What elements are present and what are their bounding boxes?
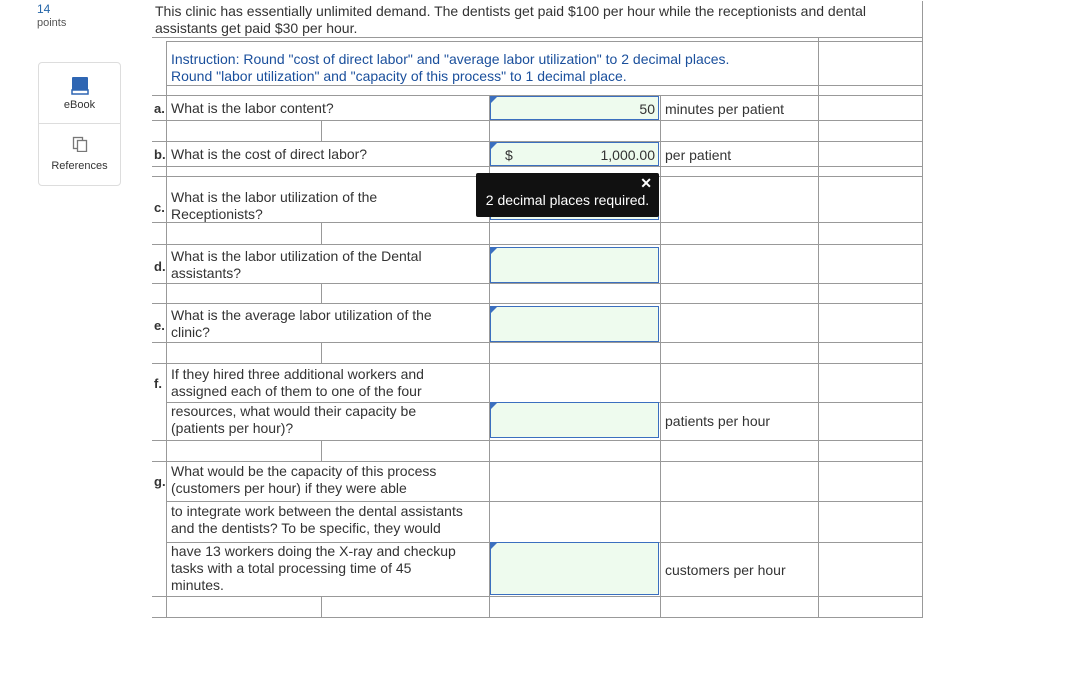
question-d-text bbox=[171, 248, 422, 282]
question-g-line-5: have 13 workers doing the X-ray and checkup bbox=[171, 543, 456, 559]
sidebar-panel bbox=[38, 62, 121, 186]
question-g-line-6: tasks with a total processing time of 45 bbox=[171, 560, 412, 576]
question-d-letter: d. bbox=[154, 259, 166, 274]
question-c-line-1: What is the labor utilization of the bbox=[171, 189, 378, 205]
question-g-line-7: minutes. bbox=[171, 577, 224, 593]
instruction-line-1: Instruction: Round "cost of direct labor" and "average labor utilization" to 2 decimal places. bbox=[171, 51, 730, 67]
answer-b-value: 1,000.00 bbox=[600, 147, 655, 163]
answer-a-unit: minutes per patient bbox=[665, 101, 785, 117]
points-label: points bbox=[37, 17, 67, 29]
question-f-letter: f. bbox=[154, 376, 162, 391]
points-number: 14 bbox=[37, 2, 51, 16]
answer-f-input[interactable] bbox=[490, 402, 659, 438]
tooltip-close-button[interactable]: ✕ bbox=[640, 175, 652, 191]
question-e-line-1: What is the average labor utilization of the bbox=[171, 307, 432, 323]
question-b-text: What is the cost of direct labor? bbox=[171, 146, 368, 162]
tooltip-message: 2 decimal places required. bbox=[485, 192, 650, 208]
question-f-line-3: resources, what would their capacity be bbox=[171, 403, 417, 419]
answer-b-currency: $ bbox=[505, 147, 513, 163]
answer-g-input[interactable] bbox=[490, 542, 659, 595]
question-d-line-2: assistants? bbox=[171, 265, 242, 281]
question-f-line-2: assigned each of them to one of the four bbox=[171, 383, 422, 399]
question-f-text bbox=[171, 366, 424, 437]
question-e-text bbox=[171, 307, 432, 341]
question-f-line-1: If they hired three additional workers and bbox=[171, 366, 424, 382]
question-d-line-1: What is the labor utilization of the Dental bbox=[171, 248, 422, 264]
answer-a-input[interactable] bbox=[490, 96, 659, 120]
answer-b-unit: per patient bbox=[665, 147, 732, 163]
question-a-text: What is the labor content? bbox=[171, 100, 334, 116]
question-g-line-1: What would be the capacity of this process bbox=[171, 463, 437, 479]
question-c-letter: c. bbox=[154, 200, 165, 215]
problem-intro: This clinic has essentially unlimited demand. The dentists get paid $100 per hour while the receptionists and dental assistants get paid $30 per hour. bbox=[155, 3, 867, 36]
answer-f-unit: patients per hour bbox=[665, 413, 771, 429]
answer-b-input[interactable] bbox=[490, 142, 659, 166]
answer-g-unit: customers per hour bbox=[665, 562, 786, 578]
question-c-text bbox=[171, 189, 377, 223]
validation-tooltip bbox=[476, 173, 659, 217]
question-g-line-4: and the dentists? To be specific, they would bbox=[171, 520, 441, 536]
book-icon bbox=[70, 76, 90, 96]
question-g-letter: g. bbox=[154, 474, 166, 489]
question-b-letter: b. bbox=[154, 147, 166, 162]
question-g-line-2: (customers per hour) if they were able bbox=[171, 480, 407, 496]
question-a-letter: a. bbox=[154, 101, 165, 116]
question-g-text bbox=[171, 463, 463, 594]
copy-icon bbox=[72, 136, 88, 152]
references-button[interactable] bbox=[39, 124, 120, 184]
ebook-button[interactable] bbox=[39, 63, 120, 123]
answer-d-input[interactable] bbox=[490, 247, 659, 283]
question-g-line-3: to integrate work between the dental assistants bbox=[171, 503, 463, 519]
instruction-text bbox=[171, 51, 729, 85]
answer-a-value: 50 bbox=[639, 101, 655, 117]
question-e-letter: e. bbox=[154, 318, 165, 333]
answer-e-input[interactable] bbox=[490, 306, 659, 342]
references-label: References bbox=[51, 160, 108, 172]
instruction-line-2: Round "labor utilization" and "capacity of this process" to 1 decimal place. bbox=[171, 68, 627, 84]
question-e-line-2: clinic? bbox=[171, 324, 210, 340]
question-c-line-2: Receptionists? bbox=[171, 206, 263, 222]
ebook-label: eBook bbox=[63, 99, 96, 111]
question-f-line-4: (patients per hour)? bbox=[171, 420, 294, 436]
